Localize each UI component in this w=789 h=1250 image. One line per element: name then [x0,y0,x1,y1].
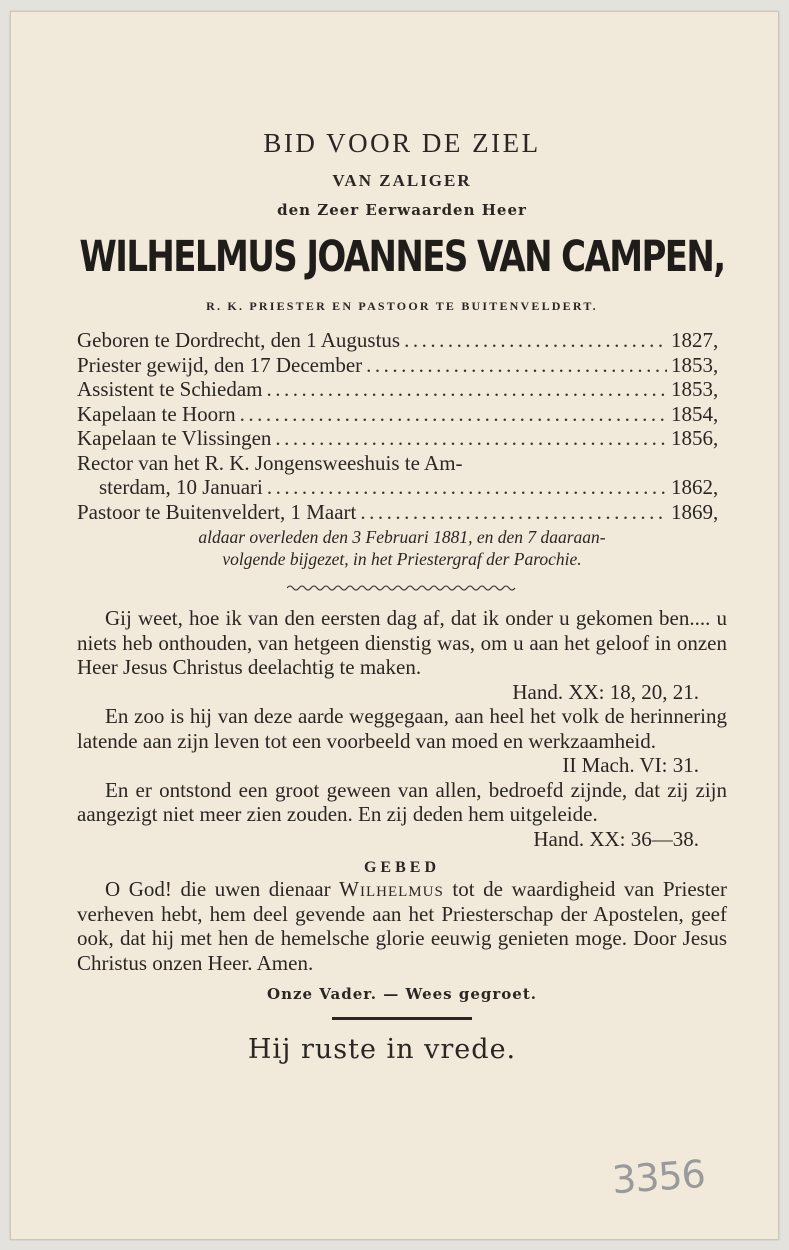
quote-text: En er ontstond een groot geween van allen, bedroefd zijnde, dat zij zijn aangezigt niet meer zien zouden. En zij deden hem uitgeleide. [77,777,727,826]
bio-row: Assistent te Schiedam ..... 1853 , [77,377,727,402]
wavy-divider [287,584,517,592]
bio-label: Rector van het R. K. Jongensweeshuis te Am- [77,450,463,475]
card-content [77,122,727,1065]
quote-text: En zoo is hij van deze aarde weggegaan, aan heel het volk de herinnering latende aan zijn leven tot een voorbeeld van moed en werkzaamheid. [77,704,727,753]
heading-van-zaliger: VAN ZALIGER [332,171,472,190]
rust-in-vrede: Hij ruste in vrede. [247,1034,517,1065]
bio-row: Pastoor te Buitenveldert, 1 Maart ..... 1869 , [77,500,727,525]
quote-block [77,704,727,753]
bio-label: Pastoor te Buitenveldert, 1 Maart [77,499,357,524]
bio-row: Kapelaan te Hoorn ..... 1854 , [77,402,727,427]
death-notice [77,526,727,570]
bio-year: 1862 [671,475,713,499]
deceased-title: R. K. PRIESTER EN PASTOOR TE BUITENVELDERT. [206,299,598,313]
heading-bid: BID VOOR DE ZIEL [263,128,541,158]
onze-vader-line: Onze Vader. — Wees gegroet. [267,985,537,1003]
bio-label: Priester gewijd, den 17 December [77,352,363,377]
quote-reference: II Mach. VI: 31. [562,753,699,777]
bio-year: 1853 [671,352,713,377]
prayer-card [10,11,779,1240]
bio-label: Geboren te Dordrecht, den 1 Augustus [77,328,401,352]
bio-row: sterdam, 10 Januari ..... 1862 , [77,475,727,500]
bio-year: 1856 [671,426,713,450]
bio-row: Priester gewijd, den 17 December ..... 1853 , [77,353,727,378]
bio-year: 1869 [671,499,713,524]
quote-text: Gij weet, hoe ik van den eersten dag af, dat ik onder u gekomen ben.... u niets heb onthouden, van hetgeen dienstig was, om u aan het geloof in onzen Heer Jesus Christus deelachtig te maken. [77,606,727,679]
prayer-title: GEBED [363,859,440,876]
bio-row [77,451,727,476]
bio-label: Kapelaan te Hoorn [77,401,236,426]
bio-year: 1853 [671,377,713,401]
death-notice-line: aldaar overleden den 3 Februari 1881, en den 7 daaraan- [198,527,606,547]
biography-list [77,328,727,524]
bio-year: 1827 [671,328,713,352]
bio-row: Geboren te Dordrecht, den 1 Augustus ..... 1827 , [77,328,727,353]
prayer-text: O God! die uwen dienaar Wilhelmus tot de waardigheid van Priester verheven hebt, hem deel gevende aan het Priesterschap der Apostelen, geef ook, dat hij met hen de hemelsche glorie eeuwig genieten moge. Door Jesus Christus onzen Heer. Amen. [77,877,727,975]
bio-label: Assistent te Schiedam [77,377,263,401]
bio-row: Kapelaan te Vlissingen ..... 1856 , [77,426,727,451]
deceased-name: WILHELMUS JOANNES VAN CAMPEN, [79,232,725,282]
heading-den-heer: den Zeer Eerwaarden Heer [277,201,527,219]
quote-block [77,606,727,680]
quote-block [77,778,727,827]
quote-reference: Hand. XX: 18, 20, 21. [512,679,699,704]
bio-label: sterdam, 10 Januari [99,475,263,499]
quote-reference: Hand. XX: 36—38. [533,826,699,851]
death-notice-line: volgende bijgezet, in het Priestergraf der Parochie. [222,549,582,569]
pencil-inventory-number: 3356 [610,1151,707,1203]
horizontal-rule [332,1017,472,1020]
bio-label: Kapelaan te Vlissingen [77,426,272,450]
bio-year: 1854 [671,401,713,426]
prayer-name: Wilhelmus [339,877,444,901]
